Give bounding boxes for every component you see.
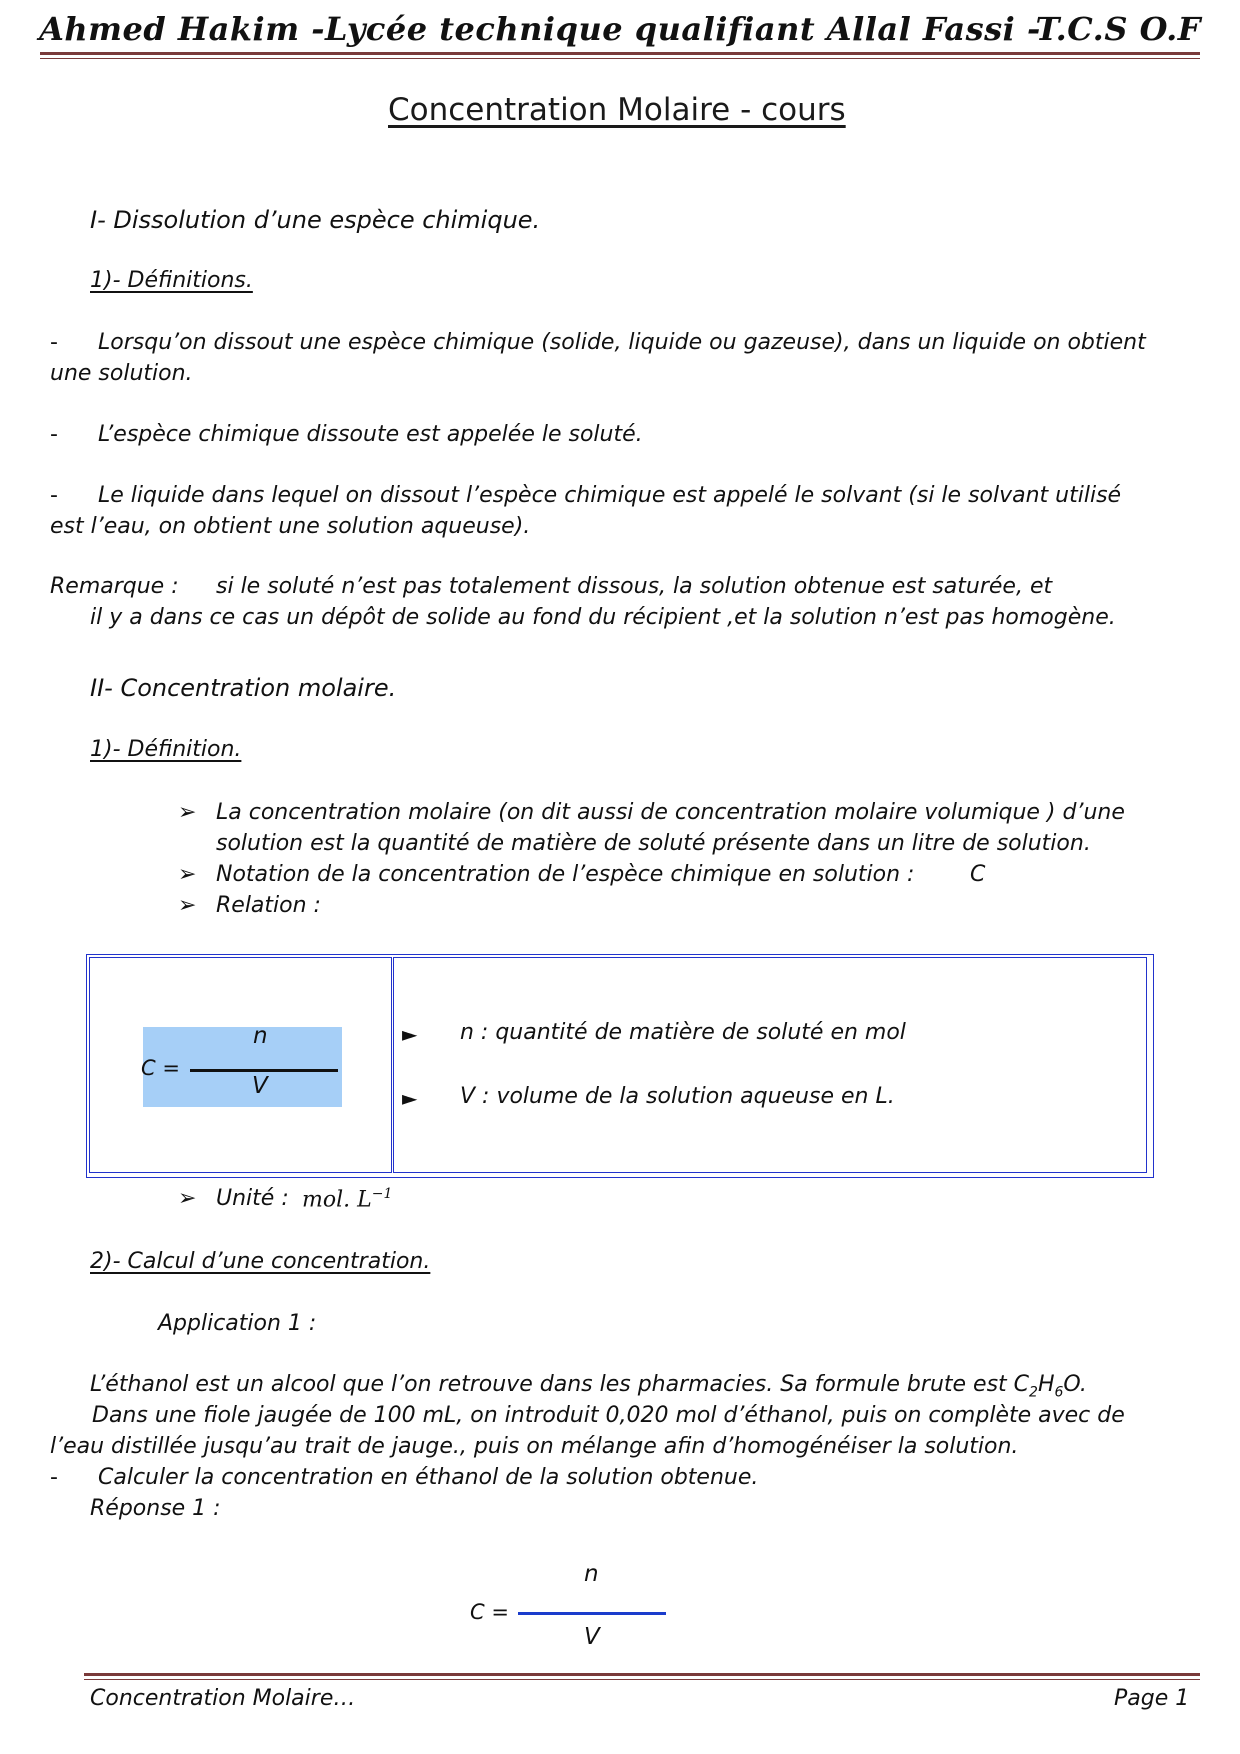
paragraph-line: l’eau distillée jusqu’au trait de jauge., puis on mélange afin d’homogénéiser la solution. xyxy=(50,1434,1019,1459)
section-2-subheading-2: 2)- Calcul d’une concentration. xyxy=(90,1249,431,1274)
paragraph-line: L’éthanol est un alcool que l’on retrouve dans les pharmacies. Sa formule brute est $C_2H_6O$. xyxy=(90,1372,1087,1401)
formula-denominator: V xyxy=(252,1073,268,1099)
formula-box xyxy=(86,954,1154,1178)
legend-v: V : volume de la solution aqueuse en L. xyxy=(460,1084,895,1109)
answer-label: Réponse 1 : xyxy=(90,1496,221,1521)
triangle-bullet-icon: ► xyxy=(402,1022,418,1046)
formula-lhs: C = xyxy=(141,1056,180,1080)
legend-cell xyxy=(393,957,1147,1173)
paragraph-line: solution est la quantité de matière de soluté présente dans un litre de solution. xyxy=(216,831,1091,856)
section-1-heading: I- Dissolution d’une espèce chimique. xyxy=(90,206,541,234)
answer-formula-numerator: n xyxy=(584,1561,599,1587)
application-label: Application 1 : xyxy=(158,1311,317,1336)
legend-n: n : quantité de matière de soluté en mol xyxy=(460,1020,906,1045)
formula-numerator: n xyxy=(253,1023,268,1049)
arrow-bullet-icon: ➢ xyxy=(178,893,197,918)
triangle-bullet-icon: ► xyxy=(402,1086,418,1110)
remark-label: Remarque : xyxy=(50,574,179,599)
concentration-symbol: C xyxy=(970,862,986,887)
paragraph-line: La concentration molaire (on dit aussi de concentration molaire volumique ) d’une xyxy=(216,800,1125,825)
formula-cell xyxy=(89,957,392,1173)
remark-text: il y a dans ce cas un dépôt de solide au fond du récipient ,et la solution n’est pas homogène. xyxy=(90,605,1116,630)
paragraph-line: L’espèce chimique dissoute est appelée le soluté. xyxy=(98,422,643,447)
question-line: Calculer la concentration en éthanol de la solution obtenue. xyxy=(98,1465,759,1490)
paragraph-line: une solution. xyxy=(50,361,193,386)
arrow-bullet-icon: ➢ xyxy=(178,800,197,825)
paragraph-line: Notation de la concentration de l’espèce chimique en solution : xyxy=(216,862,915,887)
unit-value: mol. $L^{-1}$ xyxy=(302,1186,393,1213)
remark-text: si le soluté n’est pas totalement dissous, la solution obtenue est saturée, et xyxy=(216,574,1053,599)
section-2-subheading: 1)- Définition. xyxy=(90,737,242,762)
header-title: Ahmed Hakim -Lycée technique qualifiant Allal Fassi -T.C.S O.F xyxy=(39,10,1201,48)
page-number: Page 1 xyxy=(1114,1686,1190,1711)
paragraph-line: Relation : xyxy=(216,893,321,918)
paragraph-line: Le liquide dans lequel on dissout l’espèce chimique est appelé le solvant (si le solvant utilisé xyxy=(98,483,1122,508)
fraction-bar xyxy=(190,1069,338,1072)
paragraph-line: est l’eau, on obtient une solution aqueuse). xyxy=(50,514,531,539)
footer-left: Concentration Molaire… xyxy=(90,1686,356,1711)
paragraph-line: Lorsqu’on dissout une espèce chimique (solide, liquide ou gazeuse), dans un liquide on obtient xyxy=(98,330,1146,355)
answer-fraction-bar xyxy=(518,1612,666,1615)
bullet-dash: - xyxy=(50,330,58,355)
bullet-dash: - xyxy=(50,422,58,447)
unit-label: Unité : xyxy=(216,1186,289,1211)
answer-formula-denominator: V xyxy=(584,1624,600,1650)
arrow-bullet-icon: ➢ xyxy=(178,862,197,887)
bullet-dash: - xyxy=(50,483,58,508)
footer-rule-thin xyxy=(84,1679,1200,1680)
paragraph-line: Dans une fiole jaugée de 100 mL, on introduit 0,020 mol d’éthanol, puis on complète avec de xyxy=(92,1403,1125,1428)
arrow-bullet-icon: ➢ xyxy=(178,1186,197,1211)
bullet-dash: - xyxy=(50,1465,58,1490)
section-2-heading: II- Concentration molaire. xyxy=(90,674,397,702)
answer-formula-lhs: C = xyxy=(470,1600,509,1624)
header-rule xyxy=(40,52,1200,55)
header-rule-thin xyxy=(40,58,1200,59)
footer-rule xyxy=(84,1673,1200,1676)
section-1-subheading: 1)- Définitions. xyxy=(90,268,253,293)
page-title: Concentration Molaire - cours xyxy=(388,92,846,128)
